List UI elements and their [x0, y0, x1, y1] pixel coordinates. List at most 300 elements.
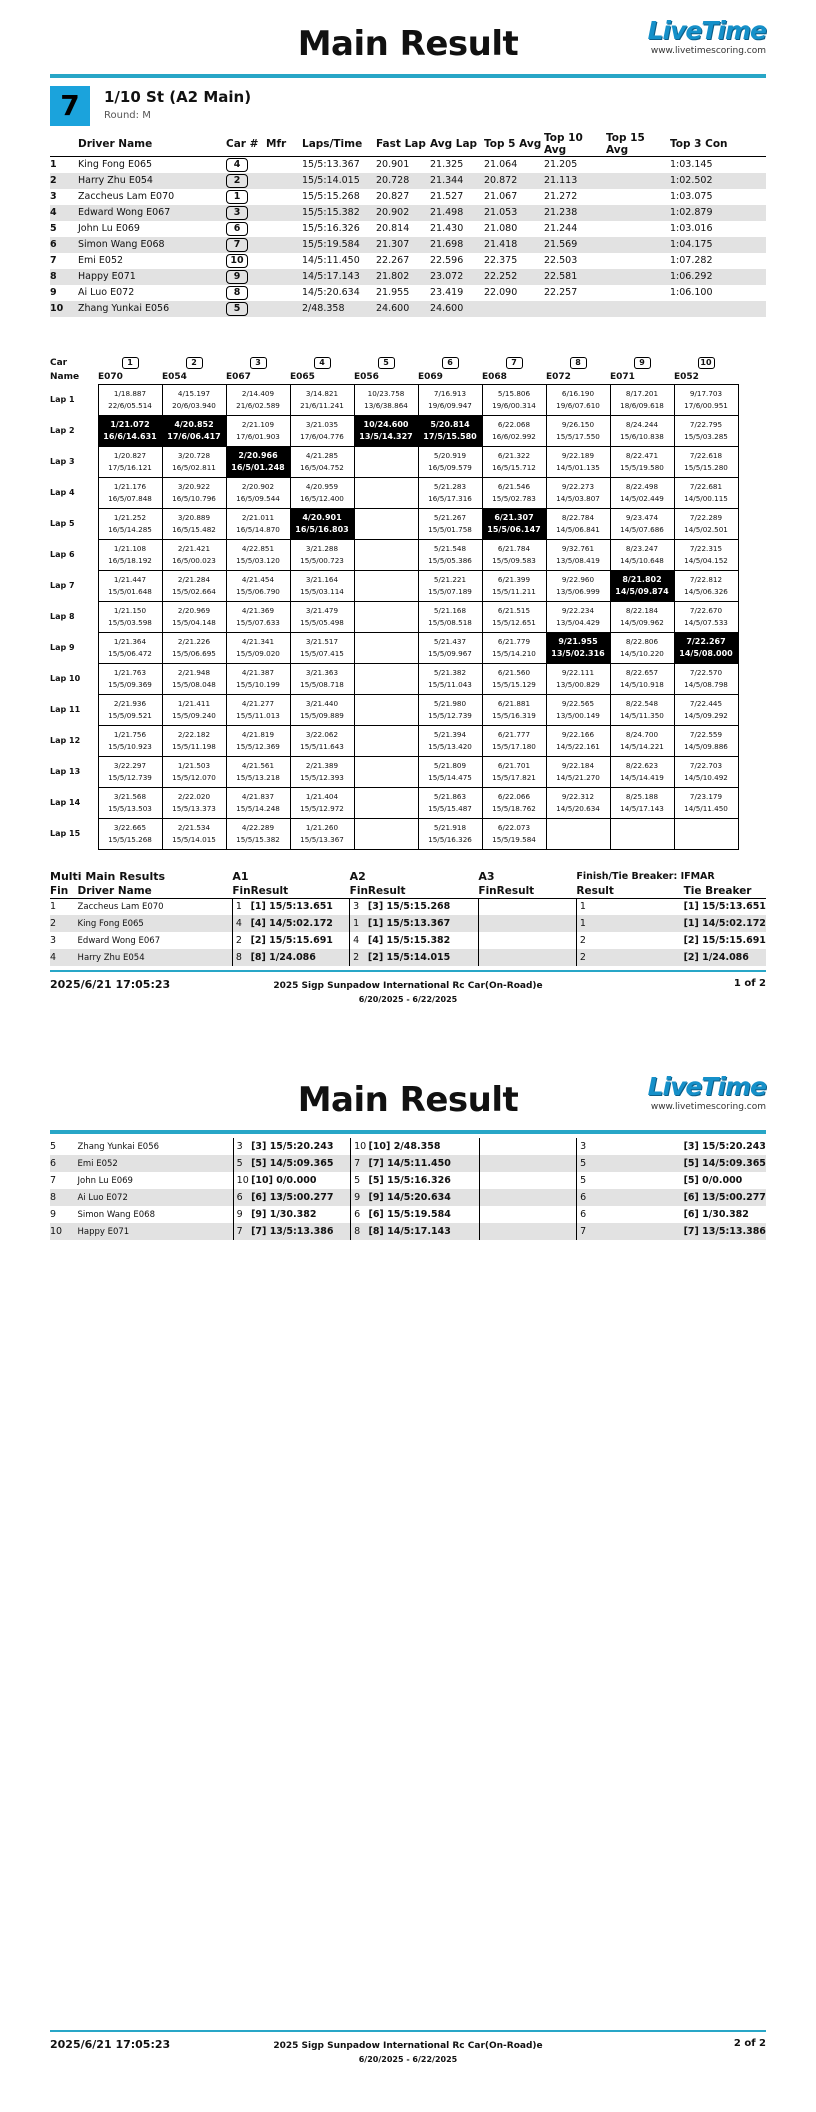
multi-a2fin-cell: 2: [350, 949, 368, 966]
lap-cumulative: 13/5/14.327: [359, 431, 413, 441]
result-laps-cell: 15/5:16.326: [302, 223, 360, 234]
a1-result-header: Result: [251, 884, 350, 898]
lap-cumulative: 14/5/10.918: [620, 679, 664, 689]
lap-car-number-box: 9: [634, 357, 651, 369]
lap-cell: [290, 632, 354, 663]
multi-result-row: [50, 1172, 766, 1189]
multi-result-cell: 1: [576, 915, 683, 932]
lap-cumulative: 15/5/03.598: [108, 617, 152, 627]
lap-car-name: E068: [482, 371, 507, 382]
lap-label: Lap 3: [50, 456, 75, 466]
lap-cumulative: 17/6/04.776: [300, 431, 344, 441]
lap-cell: [354, 384, 418, 415]
result-pos-cell: 5: [50, 223, 57, 234]
lap-label: Lap 1: [50, 394, 75, 404]
page-number: 1 of 2: [733, 978, 766, 989]
result-pos-cell: 2: [50, 173, 78, 189]
result-car-cell: [226, 269, 266, 285]
result-car-cell: [226, 189, 266, 205]
lap-position-time: 2/20.966: [238, 450, 278, 460]
lap-car-number-box: 1: [122, 357, 139, 369]
lap-cell: [290, 384, 354, 415]
result-car-cell: [226, 301, 266, 317]
lap-position-time: 5/21.221: [433, 574, 467, 584]
multi-a3res-cell: [497, 898, 577, 915]
lap-cumulative: 15/5/14.015: [172, 834, 216, 844]
lap-cell: [162, 570, 226, 601]
result-pos-cell: 7: [50, 255, 57, 266]
multi-a3fin-cell: [478, 932, 496, 949]
multi-fin-cell: 5: [50, 1141, 57, 1152]
lap-cell: [162, 694, 226, 725]
lap-position-time: 1/21.447: [113, 574, 147, 584]
a1-heading: A1: [232, 869, 249, 883]
results-header-cell: Car #: [226, 132, 266, 157]
lap-cell: [546, 446, 610, 477]
multi-a3res-cell: [497, 1223, 577, 1240]
lap-cell: [482, 570, 546, 601]
result-laps-cell: 15/5:19.584: [302, 237, 376, 253]
multi-a2fin-cell: 3: [350, 898, 368, 915]
multi-main-results-continued: [50, 1138, 766, 1240]
result-top5-cell: 22.252: [484, 269, 544, 285]
lap-car-number-box: 2: [186, 357, 203, 369]
result-mfr-cell: [266, 269, 302, 285]
lap-cumulative: 15/5/05.498: [300, 617, 344, 627]
lap-cumulative: 15/5/09.020: [236, 648, 280, 658]
lap-cumulative: 17/6/06.417: [167, 431, 221, 441]
logo-url: www.livetimescoring.com: [650, 1102, 766, 1112]
multi-a3fin-cell: [480, 1172, 498, 1189]
multi-a3fin-cell: [480, 1138, 498, 1155]
lap-name-row: [50, 370, 738, 384]
lap-cumulative: 15/5/09.967: [428, 648, 472, 658]
result-top5-cell: [484, 301, 544, 317]
lap-cell: [546, 818, 610, 849]
race-title: 1/10 St (A2 Main): [104, 88, 252, 106]
lap-cell: [354, 663, 418, 694]
result-fast-cell: 21.802: [376, 269, 430, 285]
lap-position-time: 5/21.918: [433, 822, 467, 832]
lap-cell: [162, 787, 226, 818]
lap-cell: [610, 601, 674, 632]
multi-a1res-cell: [1] 15/5:13.651: [250, 901, 333, 913]
lap-position-time: 3/21.363: [305, 667, 339, 677]
lap-position-time: 2/21.226: [177, 636, 211, 646]
multi-a1fin-cell: 4: [232, 915, 250, 932]
lap-car-number-box: 10: [698, 357, 715, 369]
lap-cumulative: 14/5/02.501: [684, 524, 728, 534]
multi-title: Multi Main Results: [50, 869, 166, 883]
lap-row: [50, 725, 738, 756]
lap-position-time: 6/21.784: [497, 543, 531, 553]
lap-cell: [674, 818, 738, 849]
multi-tie-cell: [5] 14/5:09.365: [684, 1155, 766, 1172]
multi-a2res-cell: [3] 15/5:15.268: [367, 901, 451, 913]
lap-cumulative: 15/5/00.723: [300, 555, 344, 565]
lap-cell: [418, 632, 482, 663]
lap-car-name: E070: [98, 371, 123, 382]
lap-car-number-cell: [98, 356, 162, 370]
multi-tie-cell: [1] 15/5:13.651: [683, 901, 766, 913]
lap-cell: [162, 384, 226, 415]
lap-position-time: 7/22.795: [689, 419, 723, 429]
logo-wordmark: LiveTime: [647, 1072, 766, 1101]
lap-position-time: 4/21.285: [305, 450, 339, 460]
lap-cumulative: 14/5/00.115: [684, 493, 728, 503]
lap-cumulative: 17/6/01.903: [236, 431, 280, 441]
lap-label: Lap 13: [50, 766, 81, 776]
lap-cumulative: 21/6/11.241: [300, 400, 344, 410]
lap-cumulative: 14/5/10.492: [684, 772, 728, 782]
result-mfr-cell: [266, 221, 302, 237]
lap-position-time: 4/21.454: [241, 574, 275, 584]
lap-cell: [610, 384, 674, 415]
lap-cumulative: 15/5/12.651: [492, 617, 536, 627]
tie-breaker-header: Tie Breaker: [684, 884, 766, 898]
results-header-cell: Fast Lap: [376, 132, 430, 157]
multi-a1fin-cell: 6: [233, 1189, 251, 1206]
result-driver-cell: Zhang Yunkai E056: [78, 301, 226, 317]
fin-header: Fin: [50, 884, 78, 898]
multi-driver-cell: Happy E071: [78, 1223, 234, 1240]
multi-a2fin-cell: 4: [350, 932, 368, 949]
lap-cell: [98, 570, 162, 601]
lap-label: Lap 2: [50, 425, 75, 435]
lap-position-time: 4/21.341: [241, 636, 275, 646]
multi-result-row: [50, 1138, 766, 1155]
result-fast-cell: 20.814: [376, 223, 410, 234]
lap-cumulative: 15/5/06.472: [108, 648, 152, 658]
result-avg-cell: 23.072: [430, 269, 484, 285]
lap-cell: [98, 663, 162, 694]
lap-cumulative: 16/5/10.796: [172, 493, 216, 503]
lap-cumulative: 17/5/15.580: [423, 431, 477, 441]
lap-cumulative: 22/6/05.514: [108, 400, 152, 410]
lap-cell: [674, 508, 738, 539]
lap-cell: [290, 663, 354, 694]
result-car-cell: [226, 285, 266, 301]
lap-cumulative: 14/5/09.962: [620, 617, 664, 627]
event-name: 2025 Sigp Sunpadow International Rc Car(On-Road)e: [273, 981, 543, 991]
car-number-box: 7: [226, 238, 248, 252]
result-car-cell: [226, 237, 266, 253]
lap-cumulative: 14/5/06.841: [556, 524, 600, 534]
lap-position-time: 6/21.779: [497, 636, 531, 646]
lap-position-time: 9/22.273: [561, 481, 595, 491]
multi-a3fin-cell: [480, 1155, 498, 1172]
results-header-cell: Top 15 Avg: [606, 132, 670, 157]
multi-fin-cell: 6: [50, 1155, 78, 1172]
lap-cell: [674, 446, 738, 477]
lap-position-time: 7/22.559: [689, 729, 723, 739]
lap-cumulative: 15/5/14.248: [236, 803, 280, 813]
lap-row: [50, 415, 738, 446]
lap-position-time: 1/21.150: [113, 605, 147, 615]
car-number-box: 5: [226, 302, 248, 316]
result-driver-cell: Happy E071: [78, 269, 226, 285]
result-top5-cell: 21.418: [484, 237, 544, 253]
multi-a3fin-cell: [480, 1189, 498, 1206]
a2-fin-header: Fin: [349, 884, 368, 897]
lap-cell: [674, 570, 738, 601]
lap-position-time: 8/22.471: [625, 450, 659, 460]
multi-fin-cell: 7: [50, 1175, 57, 1186]
multi-title-row: [50, 868, 766, 884]
result-top15-cell: [606, 269, 670, 285]
lap-position-time: 7/22.570: [689, 667, 723, 677]
lap-position-time: 3/21.440: [305, 698, 339, 708]
lap-position-time: 6/21.546: [497, 481, 531, 491]
lap-position-time: 4/21.387: [241, 667, 275, 677]
lap-position-time: 1/21.108: [113, 543, 147, 553]
lap-cell: [290, 415, 354, 446]
lap-cumulative: 19/6/09.947: [428, 400, 472, 410]
lap-cumulative: 17/5/16.121: [108, 462, 152, 472]
lap-cell: [418, 508, 482, 539]
lap-position-time: 6/21.307: [494, 512, 534, 522]
lap-cell: [418, 539, 482, 570]
lap-cumulative: 15/5/13.420: [428, 741, 472, 751]
lap-position-time: 9/22.184: [561, 760, 595, 770]
lap-car-number-cell: [162, 356, 226, 370]
lap-cumulative: 14/5/11.350: [620, 710, 664, 720]
multi-result-row: [50, 915, 766, 932]
result-laps-cell: 2/48.358: [302, 301, 376, 317]
lap-cumulative: 14/5/03.807: [556, 493, 600, 503]
lap-position-time: 4/21.561: [241, 760, 275, 770]
lap-cell: [482, 477, 546, 508]
lap-position-time: 5/15.806: [497, 388, 531, 398]
lap-position-time: 5/20.919: [433, 450, 467, 460]
lap-cumulative: 13/5/08.419: [556, 555, 600, 565]
lap-cumulative: 14/5/04.152: [684, 555, 728, 565]
lap-position-time: 2/14.409: [241, 388, 275, 398]
lap-position-time: 2/21.936: [113, 698, 147, 708]
lap-cumulative: 13/5/04.429: [556, 617, 600, 627]
lap-cell: [418, 477, 482, 508]
lap-cell: [354, 694, 418, 725]
lap-position-time: 9/22.234: [561, 605, 595, 615]
multi-a1fin-cell: 3: [233, 1138, 251, 1155]
lap-cell: [98, 415, 162, 446]
multi-result-row: [50, 949, 766, 966]
result-row: [50, 173, 766, 189]
lap-cumulative: 15/5/04.148: [172, 617, 216, 627]
lap-position-time: 3/21.517: [305, 636, 339, 646]
lap-cumulative: 15/5/10.923: [108, 741, 152, 751]
lap-position-time: 1/21.763: [113, 667, 147, 677]
result-car-cell: [226, 157, 266, 173]
lap-cumulative: 19/6/07.610: [556, 400, 600, 410]
result-avg-cell: 21.325: [430, 159, 464, 171]
lap-position-time: 7/22.445: [689, 698, 723, 708]
lap-cell: [226, 632, 290, 663]
lap-car-number-cell: [290, 356, 354, 370]
lap-cumulative: 16/5/02.811: [172, 462, 216, 472]
lap-cell: [418, 725, 482, 756]
lap-position-time: 2/21.948: [177, 667, 211, 677]
result-mfr-cell: [266, 253, 302, 269]
result-laps-cell: 15/5:13.367: [302, 159, 360, 171]
result-car-cell: [226, 253, 266, 269]
multi-driver-cell: Ai Luo E072: [78, 1189, 234, 1206]
lap-cumulative: 15/5/06.695: [172, 648, 216, 658]
multi-fin-cell: 1: [50, 901, 57, 913]
lap-position-time: 9/22.189: [561, 450, 595, 460]
lap-cell: [674, 415, 738, 446]
result-fast-cell: 20.728: [376, 173, 430, 189]
lap-label: Lap 15: [50, 828, 81, 838]
result-laps-cell: 15/5:15.268: [302, 191, 360, 202]
lap-cumulative: 13/5/00.829: [556, 679, 600, 689]
lap-car-number-cell: [674, 356, 738, 370]
result-top15-cell: [606, 237, 670, 253]
lap-cumulative: 14/5/21.270: [556, 772, 600, 782]
multi-a3res-cell: [497, 1206, 577, 1223]
results-header-cell: Mfr: [266, 132, 302, 157]
tie-breaker-title: Finish/Tie Breaker: IFMAR: [576, 870, 715, 882]
lap-cell: [482, 446, 546, 477]
lap-cell: [354, 601, 418, 632]
lap-position-time: 6/21.322: [497, 450, 531, 460]
result-row: [50, 237, 766, 253]
lap-cumulative: 16/5/18.192: [108, 555, 152, 565]
lap-cell: [354, 477, 418, 508]
multi-a1res-cell: [9] 1/30.382: [251, 1209, 317, 1220]
lap-cumulative: 15/5/12.070: [172, 772, 216, 782]
result-mfr-cell: [266, 285, 302, 301]
multi-a2fin-cell: 5: [351, 1172, 369, 1189]
result-row: [50, 285, 766, 301]
multi-tie-cell: [3] 15/5:20.243: [683, 1141, 766, 1152]
lap-label: Lap 5: [50, 518, 75, 528]
lap-position-time: 7/22.670: [689, 605, 723, 615]
lap-cumulative: 16/5/07.848: [108, 493, 152, 503]
lap-car-number-cell: [610, 356, 674, 370]
multi-a1fin-cell: 2: [232, 932, 250, 949]
lap-position-time: 5/21.980: [433, 698, 467, 708]
result-avg-cell: 24.600: [430, 301, 484, 317]
result-top5-cell: 22.090: [484, 287, 518, 298]
lap-cumulative: 14/5/10.648: [620, 555, 664, 565]
lap-car-number-cell: [546, 356, 610, 370]
lap-row: [50, 663, 738, 694]
lap-car-name: E072: [546, 371, 571, 382]
lap-cumulative: 15/5/11.643: [300, 741, 344, 751]
lap-position-time: 3/21.288: [305, 543, 339, 553]
lap-label: Lap 12: [50, 735, 81, 745]
lap-cell: [482, 725, 546, 756]
header-divider: [50, 74, 766, 78]
lap-cell: [354, 570, 418, 601]
results-header-cell: Top 10 Avg: [544, 132, 606, 157]
car-number-box: 3: [226, 206, 248, 220]
multi-a1res-cell: [3] 15/5:20.243: [251, 1141, 334, 1152]
result-avg-cell: 21.344: [430, 173, 484, 189]
lap-position-time: 5/21.548: [433, 543, 467, 553]
lap-cell: [354, 508, 418, 539]
result-driver-cell: King Fong E065: [78, 159, 153, 171]
lap-cumulative: 14/5/11.450: [684, 803, 728, 813]
multi-a2res-cell: [2] 15/5:14.015: [368, 949, 478, 966]
car-number-box: 4: [226, 158, 248, 172]
result-top5-cell: 21.067: [484, 191, 518, 202]
multi-a1res-cell: [4] 14/5:02.172: [251, 915, 350, 932]
multi-a1res-cell: [6] 13/5:00.277: [251, 1189, 350, 1206]
lap-cumulative: 15/5/13.218: [236, 772, 280, 782]
lap-cell: [226, 725, 290, 756]
multi-result-row: [50, 1223, 766, 1240]
lap-cumulative: 15/5/07.415: [300, 648, 344, 658]
lap-position-time: 4/21.369: [241, 605, 275, 615]
multi-a3fin-cell: [480, 1206, 498, 1223]
lap-cell: [354, 539, 418, 570]
result-row: [50, 189, 766, 205]
lap-cell: [354, 756, 418, 787]
results-header-cell: Laps/Time: [302, 132, 376, 157]
lap-cell: [546, 756, 610, 787]
footer-datetime: 2025/6/21 17:05:23: [50, 978, 171, 991]
lap-cell: [162, 446, 226, 477]
a2-heading: A2: [349, 869, 366, 883]
lap-position-time: 8/17.201: [625, 388, 659, 398]
result-top10-cell: 22.503: [544, 255, 578, 266]
lap-position-time: 7/22.618: [689, 450, 723, 460]
lap-position-time: 7/16.913: [433, 388, 467, 398]
lap-cell: [98, 787, 162, 818]
lap-cumulative: 15/5/19.584: [492, 834, 536, 844]
result-mfr-cell: [266, 205, 302, 221]
lap-row: [50, 818, 738, 849]
multi-a1res-cell: [10] 0/0.000: [251, 1175, 317, 1186]
multi-a2res-cell: [9] 14/5:20.634: [368, 1189, 479, 1206]
lap-row: [50, 601, 738, 632]
lap-car-number-box: 3: [250, 357, 267, 369]
lap-position-time: 1/21.072: [110, 419, 150, 429]
multi-result-cell: 5: [577, 1155, 684, 1172]
lap-cumulative: 15/5/13.373: [172, 803, 216, 813]
lap-position-time: 8/22.184: [625, 605, 659, 615]
lap-cumulative: 15/5/15.268: [108, 834, 152, 844]
multi-a2res-cell: [1] 15/5:13.367: [368, 915, 478, 932]
lap-cell: [546, 539, 610, 570]
lap-position-time: 8/24.700: [625, 729, 659, 739]
lap-cumulative: 15/5/16.319: [492, 710, 536, 720]
lap-car-number-cell: [418, 356, 482, 370]
lap-cell: [98, 756, 162, 787]
lap-position-time: 5/21.382: [433, 667, 467, 677]
lap-cell: [226, 446, 290, 477]
multi-a3fin-cell: [478, 949, 496, 966]
lap-cell: [482, 384, 546, 415]
lap-cumulative: 15/5/17.180: [492, 741, 536, 751]
results-header-row: [50, 132, 766, 157]
lap-cell: [98, 539, 162, 570]
lap-cell: [482, 539, 546, 570]
driver-name-header: Driver Name: [78, 884, 233, 898]
multi-fin-cell: 10: [50, 1223, 78, 1240]
multi-a3fin-cell: [478, 898, 496, 915]
result-row: [50, 253, 766, 269]
lap-cumulative: 15/5/13.503: [108, 803, 152, 813]
result-mfr-cell: [266, 157, 302, 173]
result-fast-cell: 20.901: [376, 159, 410, 171]
result-laps-cell: 14/5:11.450: [302, 255, 360, 266]
page-title: Main Result: [297, 1080, 519, 1120]
lap-cell: [226, 694, 290, 725]
lap-cell: [674, 787, 738, 818]
